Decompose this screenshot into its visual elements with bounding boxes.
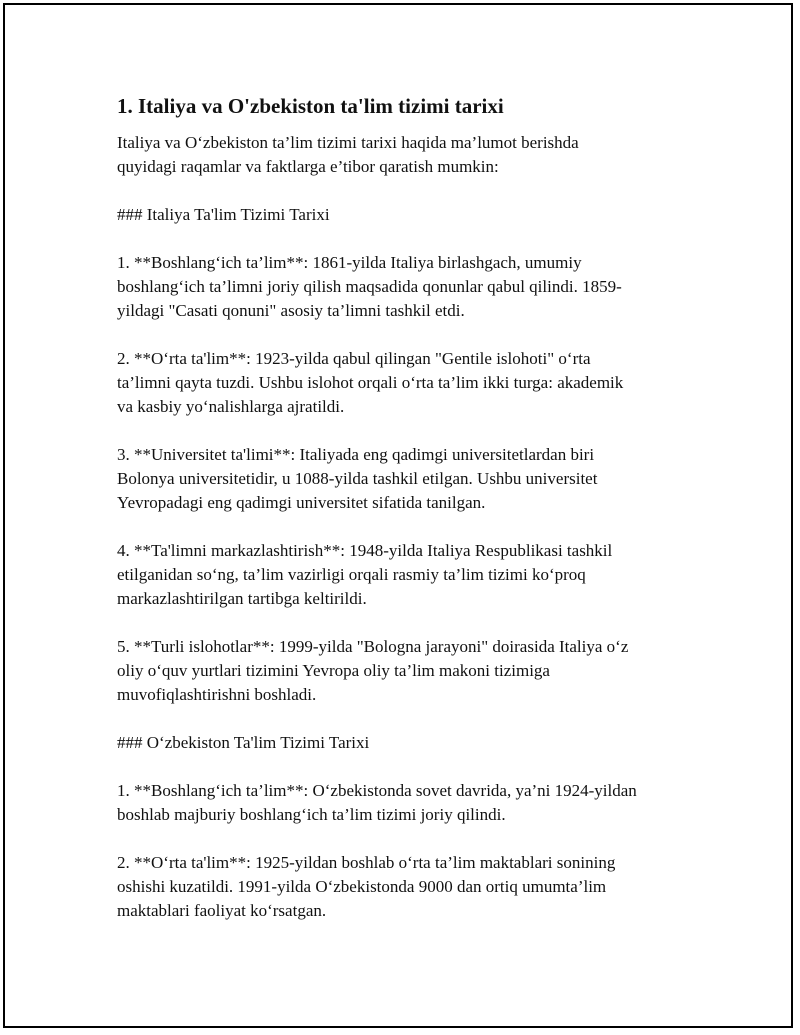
document-body (117, 92, 687, 947)
text-line: muvofiqlashtirishni boshladi. (117, 685, 317, 704)
italy-item-1 (117, 251, 687, 323)
document-title: 1. Italiya va O'zbekiston ta'lim tizimi tarixi (117, 94, 504, 118)
text-line: etilganidan so‘ng, ta’lim vazirligi orqali rasmiy ta’lim tizimi ko‘proq (117, 565, 586, 584)
text-line: va kasbiy yo‘nalishlarga ajratildi. (117, 397, 345, 416)
text-line: quyidagi raqamlar va faktlarga e’tibor qaratish mumkin: (117, 157, 499, 176)
italy-item-3 (117, 443, 687, 515)
text-line: ### O‘zbekiston Ta'lim Tizimi Tarixi (117, 733, 370, 752)
text-line: markazlashtirilgan tartibga keltirildi. (117, 589, 367, 608)
text-line: 1. **Boshlang‘ich ta’lim**: 1861-yilda Italiya birlashgach, umumiy (117, 253, 582, 272)
text-line: Italiya va O‘zbekiston ta’lim tizimi tarixi haqida ma’lumot berishda (117, 133, 579, 152)
uzbekistan-item-2 (117, 851, 687, 923)
text-line: ta’limni qayta tuzdi. Ushbu islohot orqali o‘rta ta’lim ikki turga: akademik (117, 373, 624, 392)
text-line: maktablari faoliyat ko‘rsatgan. (117, 901, 327, 920)
section-heading-uzbekistan (117, 731, 687, 755)
section-heading-italy (117, 203, 687, 227)
text-line: 4. **Ta'limni markazlashtirish**: 1948-yilda Italiya Respublikasi tashkil (117, 541, 613, 560)
text-line: 2. **O‘rta ta'lim**: 1923-yilda qabul qilingan "Gentile islohoti" o‘rta (117, 349, 591, 368)
intro-paragraph (117, 131, 687, 179)
text-line: boshlang‘ich ta’limni joriy qilish maqsadida qonunlar qabul qilindi. 1859- (117, 277, 622, 296)
text-line: Yevropadagi eng qadimgi universitet sifatida tanilgan. (117, 493, 486, 512)
text-line: 2. **O‘rta ta'lim**: 1925-yildan boshlab o‘rta ta’lim maktablari sonining (117, 853, 616, 872)
italy-item-4 (117, 539, 687, 611)
italy-item-5 (117, 635, 687, 707)
text-line: boshlab majburiy boshlang‘ich ta’lim tizimi joriy qilindi. (117, 805, 506, 824)
italy-item-2 (117, 347, 687, 419)
text-line: yildagi "Casati qonuni" asosiy ta’limni tashkil etdi. (117, 301, 465, 320)
uzbekistan-item-1 (117, 779, 687, 827)
text-line: oliy o‘quv yurtlari tizimini Yevropa oliy ta’lim makoni tizimiga (117, 661, 550, 680)
text-line: ### Italiya Ta'lim Tizimi Tarixi (117, 205, 330, 224)
text-line: 3. **Universitet ta'limi**: Italiyada eng qadimgi universitetlardan biri (117, 445, 595, 464)
text-line: oshishi kuzatildi. 1991-yilda O‘zbekistonda 9000 dan ortiq umumta’lim (117, 877, 607, 896)
text-line: Bolonya universitetidir, u 1088-yilda tashkil etilgan. Ushbu universitet (117, 469, 598, 488)
text-line: 5. **Turli islohotlar**: 1999-yilda "Bologna jarayoni" doirasida Italiya o‘z (117, 637, 629, 656)
text-line: 1. **Boshlang‘ich ta’lim**: O‘zbekistonda sovet davrida, ya’ni 1924-yildan (117, 781, 637, 800)
